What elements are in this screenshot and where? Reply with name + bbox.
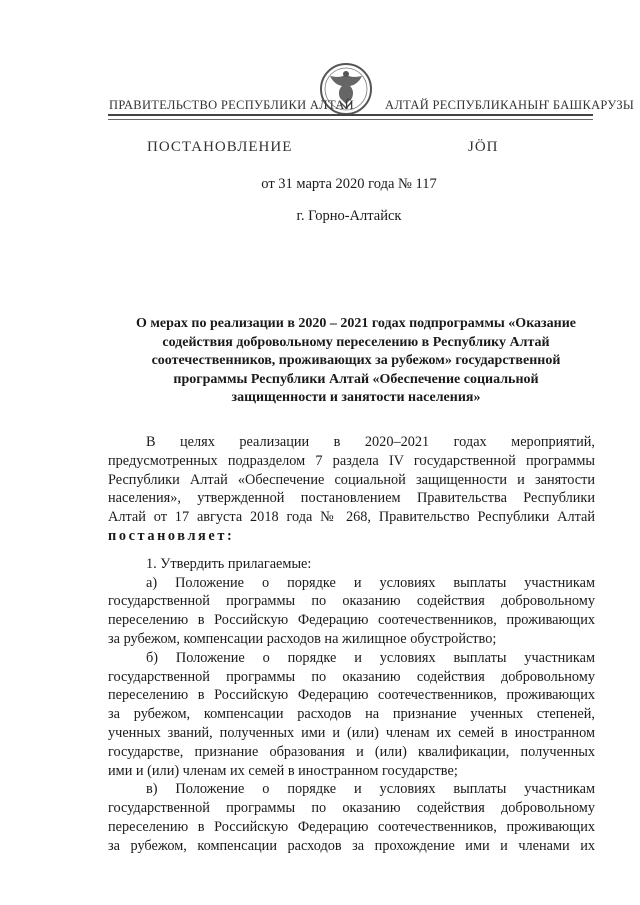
government-name-altai: АЛТАЙ РЕСПУБЛИКАНЫҤ БАШКАРУЗЫ xyxy=(385,98,635,112)
title-line: соотечественников, проживающих за рубежом» государственной xyxy=(151,353,561,368)
item-b-line: за рубежом, компенсации расходов на признание ученных степеней, xyxy=(108,706,595,723)
government-name-russian: ПРАВИТЕЛЬСТВО РЕСПУБЛИКИ АЛТАЙ xyxy=(109,98,354,112)
item-v-line: в) Положение о порядке и условиях выплаты участникам xyxy=(146,781,595,798)
preamble-line: Республики Алтай «Обеспечение социальной защищенности и занятости xyxy=(108,471,595,488)
item-a-line: переселению в Российскую Федерацию соотечественников, проживающих xyxy=(108,612,595,629)
decree-word-text: постановляет: xyxy=(108,527,235,544)
document-body xyxy=(108,433,595,856)
item-v-line: переселению в Российскую Федерацию соотечественников, проживающих xyxy=(108,818,595,835)
decree-word xyxy=(108,527,595,546)
item-v-line: государственной программы по оказанию содействия добровольному xyxy=(108,800,595,817)
item-b-line: переселению в Российскую Федерацию соотечественников, проживающих xyxy=(108,687,595,704)
item-b-line: б) Положение о порядке и условиях выплаты участникам xyxy=(146,649,595,666)
document-title xyxy=(118,315,594,408)
preamble-line: предусмотренных подразделом 7 раздела IV государственной программы xyxy=(108,452,595,469)
document-city: г. Горно-Алтайск xyxy=(296,208,402,224)
header-rule-thin xyxy=(108,119,593,120)
title-line: программы Республики Алтай «Обеспечение социальной xyxy=(173,371,539,387)
document-date: от 31 марта 2020 года № 117 xyxy=(261,176,437,192)
preamble-line: населения», утвержденной постановлением Правительства Республики xyxy=(108,490,595,507)
document-type-altai: ЈӦП xyxy=(468,139,499,155)
item-b-line: ученных званий, полученных ими и (или) членам их семей в иностранном xyxy=(108,724,595,741)
item-b-line: государстве, признание образования и (или) квалификации, полученных xyxy=(108,743,595,760)
item-a-line: государственной программы по оказанию содействия добровольному xyxy=(108,593,595,610)
preamble-line: Алтай от 17 августа 2018 года № 268, Правительство Республики Алтай xyxy=(108,509,595,526)
header-rule-thick xyxy=(108,114,593,116)
title-line: О мерах по реализации в 2020 – 2021 годах подпрограммы «Оказание xyxy=(135,316,577,331)
document-type: ПОСТАНОВЛЕНИЕ xyxy=(147,139,293,155)
item-1-line: 1. Утвердить прилагаемые: xyxy=(146,555,312,572)
title-line: содействия добровольному переселению в Республику Алтай xyxy=(162,334,550,350)
preamble-line: В целях реализации в 2020–2021 годах мероприятий, xyxy=(146,434,595,450)
item-v-line: за рубежом, компенсации расходов за прохождение ими и членами их xyxy=(108,837,595,854)
item-a-line: а) Положение о порядке и условиях выплаты участникам xyxy=(146,574,595,591)
item-b-line: ими и (или) членам их семей в иностранном государстве; xyxy=(108,762,458,779)
item-a-line: за рубежом, компенсации расходов на жилищное обустройство; xyxy=(108,630,497,647)
title-line: защищенности и занятости населения» xyxy=(231,390,481,405)
item-b-line: государственной программы по оказанию содействия добровольному xyxy=(108,668,595,685)
